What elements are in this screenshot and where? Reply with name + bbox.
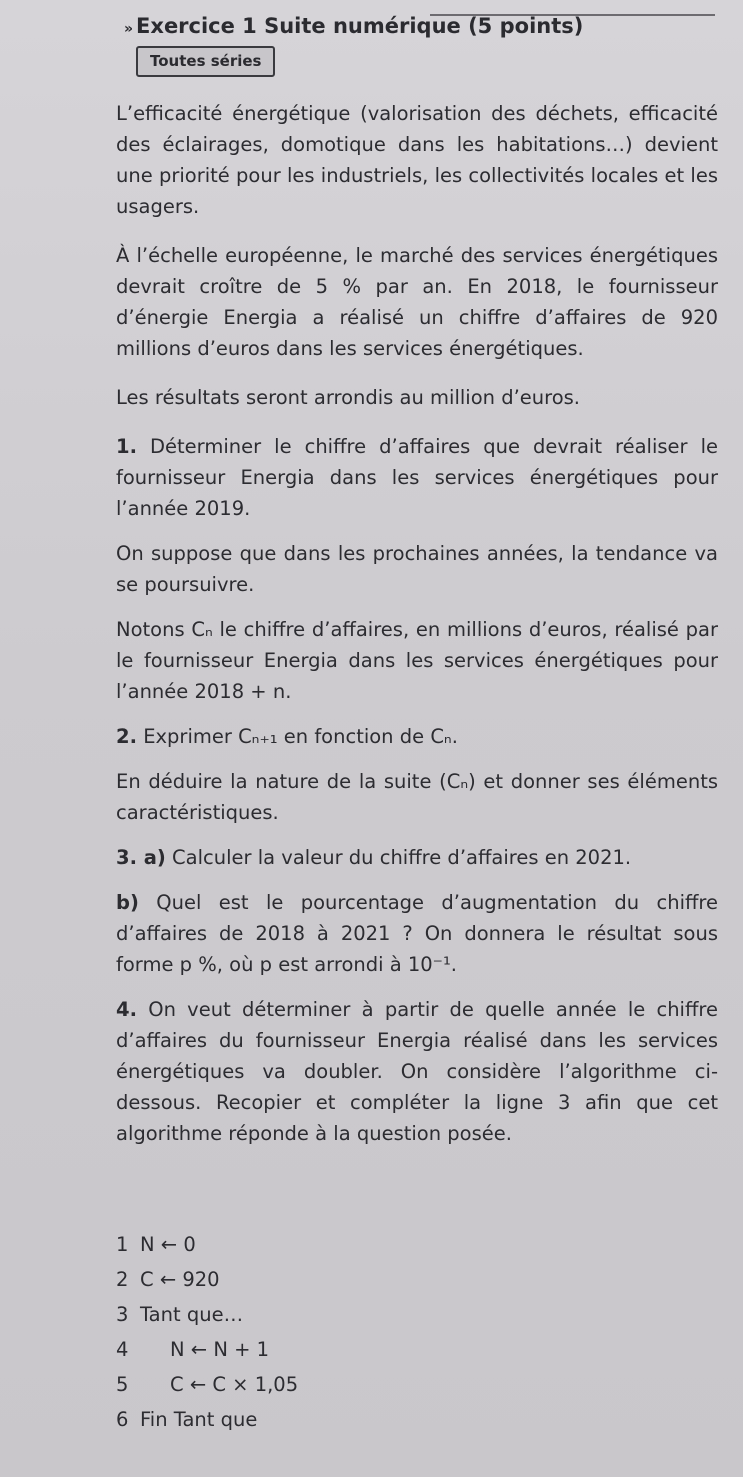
market-paragraph: À l’échelle européenne, le marché des services énergétiques devrait croître de 5 % par an. En 2018, le fournisseur d’énergie Energia a réalisé un chiffre d’affaires de 920 millions d’euros dans les services énergétiques. <box>116 244 718 360</box>
intro-paragraph: L’efficacité énergétique (valorisation des déchets, efficacité des éclairages, domotique dans les habitations…) devient une priorité pour les industriels, les collectivités locales et les usagers. <box>116 102 718 218</box>
algorithm-line-number: 6 <box>116 1408 129 1431</box>
question-3b-number: b) <box>116 891 139 914</box>
algorithm-line-number: 3 <box>116 1303 129 1326</box>
assumption-paragraph: On suppose que dans les prochaines années, la tendance va se poursuivre. <box>116 542 718 596</box>
question-4-number: 4. <box>116 998 137 1021</box>
exercise-body <box>116 98 718 1163</box>
question-3a-text: Calculer la valeur du chiffre d’affaires en 2021. <box>172 846 632 869</box>
question-3b <box>116 887 718 980</box>
exercise-title <box>124 14 583 38</box>
question-2 <box>116 721 718 752</box>
question-3a <box>116 842 718 873</box>
title-arrow-icon: » <box>124 21 134 37</box>
question-2-number: 2. <box>116 725 137 748</box>
algorithm-code: C ← C × 1,05 <box>170 1373 299 1396</box>
algorithm-code: N ← 0 <box>140 1233 196 1256</box>
algorithm-line-1 <box>116 1227 298 1262</box>
algorithm-line-number: 5 <box>116 1373 129 1396</box>
algorithm-line-number: 1 <box>116 1233 129 1256</box>
algorithm-code: C ← 920 <box>140 1268 220 1291</box>
question-1 <box>116 431 718 524</box>
algorithm-code: N ← N + 1 <box>170 1338 270 1361</box>
question-1-text: Déterminer le chiffre d’affaires que devrait réaliser le fournisseur Energia dans les services énergétiques pour l’année 2019. <box>116 435 718 520</box>
question-4-text: On veut déterminer à partir de quelle année le chiffre d’affaires du fournisseur Energia réalisé dans les services énergétiques va doubler. On considère l’algorithme ci-dessous. Recopier et compléter la ligne 3 afin que cet algorithme réponde à la question posée. <box>116 998 718 1145</box>
rounding-note: Les résultats seront arrondis au million d’euros. <box>116 386 581 409</box>
algorithm-line-3 <box>116 1297 298 1332</box>
question-3a-number: 3. a) <box>116 846 166 869</box>
algorithm-line-5 <box>116 1367 298 1402</box>
algorithm-line-6 <box>116 1402 298 1437</box>
algorithm-code: Fin Tant que <box>140 1408 258 1431</box>
algorithm-listing <box>116 1227 298 1437</box>
algorithm-line-number: 4 <box>116 1338 129 1361</box>
algorithm-line-2 <box>116 1262 298 1297</box>
algorithm-code: Tant que… <box>140 1303 244 1326</box>
question-4 <box>116 994 718 1149</box>
algorithm-line-number: 2 <box>116 1268 129 1291</box>
question-2-text: Exprimer Cₙ₊₁ en fonction de Cₙ. <box>143 725 458 748</box>
question-3b-text: Quel est le pourcentage d’augmentation du chiffre d’affaires de 2018 à 2021 ? On donnera le résultat sous forme p %, où p est arrondi à 10⁻¹. <box>116 891 719 976</box>
exercise-title-text: Exercice 1 Suite numérique (5 points) <box>136 14 584 38</box>
question-1-number: 1. <box>116 435 137 458</box>
algorithm-line-4 <box>116 1332 298 1367</box>
series-badge: Toutes séries <box>136 46 275 77</box>
notation-paragraph: Notons Cₙ le chiffre d’affaires, en millions d’euros, réalisé par le fournisseur Energia dans les services énergétiques pour l’année 2018 + n. <box>116 618 718 703</box>
question-2-followup: En déduire la nature de la suite (Cₙ) et donner ses éléments caractéristiques. <box>116 770 718 824</box>
